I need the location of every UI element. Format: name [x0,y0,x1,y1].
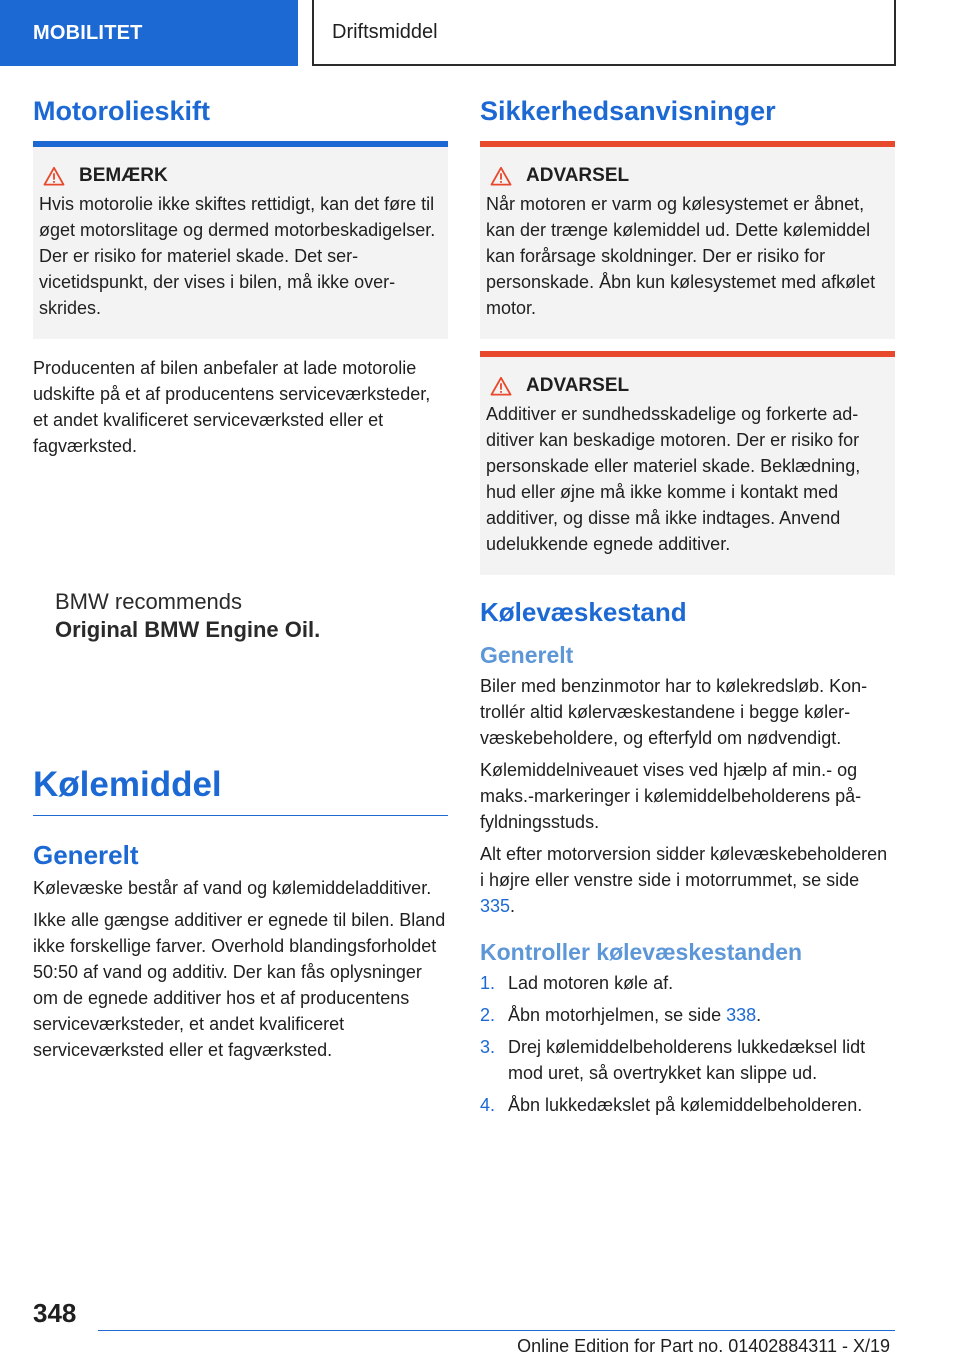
step-number: 3. [480,1037,496,1057]
paragraph-producer: Producenten af bilen anbefaler at lade motorolie udskifte på et af producentens serviceværksteder, et andet kvalificeret serviceværksted eller et fagværksted. [33,358,431,456]
warning-header-2 [486,375,889,397]
paragraph-reservoir-location [480,841,895,919]
notice-label: BEMÆRK [79,165,168,186]
steps-list [480,970,895,1118]
notice-box [33,147,448,339]
left-column [33,96,448,1069]
warning-header-1 [486,165,889,187]
warning-triangle-icon [43,166,65,186]
step-number: 4. [480,1095,496,1115]
warning-label-1: ADVARSEL [526,165,630,186]
chapter-label: Driftsmiddel [332,20,438,43]
step-text: Åbn lukkedækslet på kølemiddelbeholderen. [508,1095,863,1115]
warning-box-1 [480,147,895,339]
heading-motorolieskift: Motorolieskift [33,96,211,126]
ad-line-oil: Original BMW Engine Oil. [55,617,321,642]
bmw-oil-ad [33,465,448,765]
warning-box-2 [480,357,895,575]
footer-rule [98,1330,895,1331]
reservoir-text: Alt efter motorversion sidder kølevæskebeholderen i højre eller venstre side i motorrummet, se side [480,844,888,890]
paragraph-circuits: Biler med benzinmotor har to kølekredsløb. Kontrollér altid kølervæskestandene i begge kølervæskebeholdere, og efterfyld om nødvendigt. [480,676,868,748]
warning-text-2: Additiver er sundhedsskadelige og forkerte additiver kan beskadige motoren. Der er risiko for personskade eller materiel skade. Beklædning, hud eller øjne må ikke komme i kontakt med additiver, og disse må ikke indtages. Anvend udelukkende egnede additiver. [486,404,861,554]
warning-text-1: Når motoren er varm og kølesystemet er åbnet, kan der trænge kølemiddel ud. Dette kølemiddel kan forårsage skoldninger. Der er risiko for personskade. Åbn kun kølesystemet med afkølet motor. [486,194,876,318]
step-text: Drej kølemiddelbeholderens lukkedæksel lidt mod uret, så overtrykket kan slippe ud. [508,1037,866,1083]
footer-edition: Online Edition for Part no. 01402884311 - X/19 [517,1336,890,1356]
heading-kolevaeskestand: Kølevæskestand [480,597,687,627]
step-number: 2. [480,1005,496,1025]
paragraph-level-marks: Kølemiddelniveauet vises ved hjælp af min.- og maks.-markeringer i kølemiddelbeholderens påfyldningsstuds. [480,760,862,832]
page-number: 348 [33,1298,77,1328]
subheading-generelt-right: Generelt [480,642,574,668]
notice-text: Hvis motorolie ikke skiftes rettidigt, kan det føre til øget motorslitage og dermed motorbeskadigelser. Der er risiko for materiel skade. Det servicetidspunkt, der vises i bilen, må ikke overskrides. [39,194,436,318]
list-item [480,1002,895,1028]
paragraph-coolant: Kølevæske består af vand og kølemiddeladditiver. [33,878,432,898]
list-item [480,1092,895,1118]
paragraph-additives: Ikke alle gængse additiver er egnede til bilen. Bland ikke forskellige farver. Overhold blandingsforholdet 50:50 af vand og additiv. Der kan fås oplysninger om de egnede additiver hos et af producentens serviceværksteder, et andet kvalificeret serviceværksted eller et fagværksted. [33,910,446,1060]
right-column [480,96,895,1124]
step-text: Åbn motorhjelmen, se side 338. [508,1005,762,1025]
page-link-335[interactable]: 335 [480,896,511,916]
list-item [480,1034,895,1086]
notice-header [39,165,442,187]
step-number: 1. [480,973,496,993]
step-text: Lad motoren køle af. [508,973,674,993]
ad-line-recommends: BMW recommends [55,589,243,614]
section-tab [0,0,298,66]
reservoir-text-end: . [510,896,516,916]
chapter-tab [312,0,896,66]
page-link-338[interactable]: 338 [726,1005,757,1025]
heading-sikkerhedsanvisninger: Sikkerhedsanvisninger [480,96,776,126]
heading-kolemiddel: Kølemiddel [33,765,448,816]
warning-triangle-icon [490,166,512,186]
list-item [480,970,895,996]
warning-label-2: ADVARSEL [526,375,630,396]
section-label: MOBILITET [33,21,143,44]
warning-triangle-icon [490,376,512,396]
subheading-generelt: Generelt [33,840,139,870]
subheading-kontroller: Kontroller kølevæskestanden [480,939,803,965]
